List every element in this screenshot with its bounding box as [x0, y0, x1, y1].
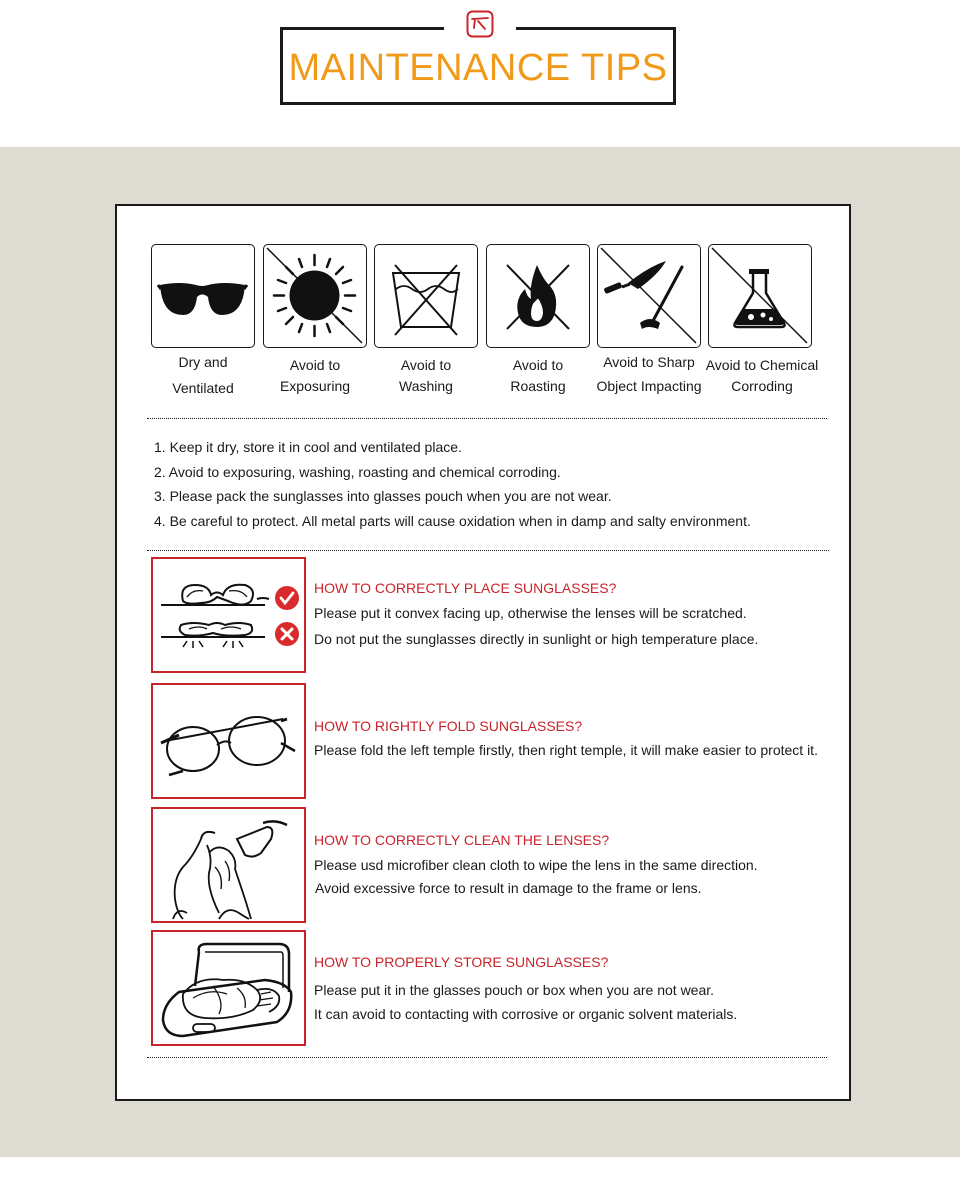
- label-line: Roasting: [510, 378, 566, 394]
- glasses-case-icon: [153, 932, 304, 1044]
- tile-avoid-washing: [374, 244, 478, 348]
- label-line: Exposuring: [279, 378, 351, 394]
- tip-image-clean: [151, 807, 306, 923]
- tips-card: [115, 204, 851, 1101]
- rule-item: 1. Keep it dry, store it in cool and ventilated place.: [154, 439, 462, 455]
- clean-lens-icon: [153, 809, 304, 921]
- rules-list: [154, 435, 834, 533]
- tip-heading: HOW TO RIGHTLY FOLD SUNGLASSES?: [314, 718, 583, 734]
- rule-item: 3. Please pack the sunglasses into glasses pouch when you are not wear.: [154, 488, 612, 504]
- label-avoid-chemical: [699, 355, 825, 397]
- tip-line: Please put it in the glasses pouch or box when you are not wear.: [314, 982, 715, 998]
- tile-avoid-sharp: [597, 244, 701, 348]
- wash-crossed-icon: [375, 245, 476, 346]
- flask-crossed-icon: [709, 245, 810, 346]
- label-line: Avoid to: [512, 357, 564, 373]
- tip-heading: HOW TO CORRECTLY PLACE SUNGLASSES?: [314, 580, 617, 596]
- tile-avoid-exposuring: [263, 244, 367, 348]
- tip-image-fold: [151, 683, 306, 799]
- label-line: Dry and: [178, 354, 228, 370]
- label-line: Avoid to: [289, 357, 341, 373]
- label-line: Avoid to Chemical: [705, 357, 819, 373]
- knife-nail-crossed-icon: [598, 245, 699, 346]
- label-line: Washing: [399, 378, 453, 394]
- label-line: Ventilated: [172, 380, 234, 396]
- tip-image-store: [151, 930, 306, 1046]
- sunglasses-icon: [152, 245, 253, 346]
- label-line: Avoid to: [400, 357, 452, 373]
- tip-image-place: [151, 557, 306, 673]
- tile-avoid-chemical: [708, 244, 812, 348]
- sun-crossed-icon: [264, 245, 365, 346]
- fire-crossed-icon: [487, 245, 588, 346]
- tip-line: Please fold the left temple firstly, then right temple, it will make easier to protect it.: [314, 742, 818, 758]
- tip-text-store: [314, 954, 834, 1022]
- label-avoid-sharp: [586, 352, 712, 397]
- dotted-divider: [147, 1057, 827, 1058]
- tip-line: It can avoid to contacting with corrosive or organic solvent materials.: [314, 1006, 738, 1022]
- label-dry-ventilated: [140, 352, 266, 399]
- tip-line: Do not put the sunglasses directly in sunlight or high temperature place.: [314, 631, 759, 647]
- tile-avoid-roasting: [486, 244, 590, 348]
- tip-heading: HOW TO PROPERLY STORE SUNGLASSES?: [314, 954, 609, 970]
- label-avoid-exposuring: [252, 355, 378, 397]
- label-line: Object Impacting: [596, 378, 702, 394]
- label-avoid-washing: [363, 355, 489, 397]
- footer: [0, 1157, 960, 1195]
- fold-glasses-icon: [153, 685, 304, 797]
- place-sunglasses-icon: [153, 559, 304, 671]
- label-line: Avoid to Sharp: [603, 354, 695, 370]
- tip-heading: HOW TO CORRECTLY CLEAN THE LENSES?: [314, 832, 610, 848]
- tile-dry-ventilated: [151, 244, 255, 348]
- label-line: Corroding: [731, 378, 793, 394]
- tip-text-fold: [314, 718, 834, 758]
- rule-item: 4. Be careful to protect. All metal parts will cause oxidation when in damp and salty environment.: [154, 512, 751, 529]
- tip-text-clean: [314, 832, 834, 896]
- dotted-divider: [147, 550, 829, 551]
- dotted-divider: [147, 418, 827, 419]
- title-box: [280, 27, 676, 105]
- header: [0, 0, 960, 147]
- tip-line: Avoid excessive force to result in damage to the frame or lens.: [315, 880, 702, 896]
- tip-line: Please usd microfiber clean cloth to wipe the lens in the same direction.: [314, 857, 758, 873]
- rule-item: 2. Avoid to exposuring, washing, roasting and chemical corroding.: [154, 463, 561, 480]
- page-title: MAINTENANCE TIPS: [288, 46, 668, 89]
- tip-line: Please put it convex facing up, otherwise the lenses will be scratched.: [314, 605, 747, 621]
- label-avoid-roasting: [475, 355, 601, 397]
- tip-text-place: [314, 580, 834, 647]
- sunglasses-logo-icon: [466, 10, 494, 38]
